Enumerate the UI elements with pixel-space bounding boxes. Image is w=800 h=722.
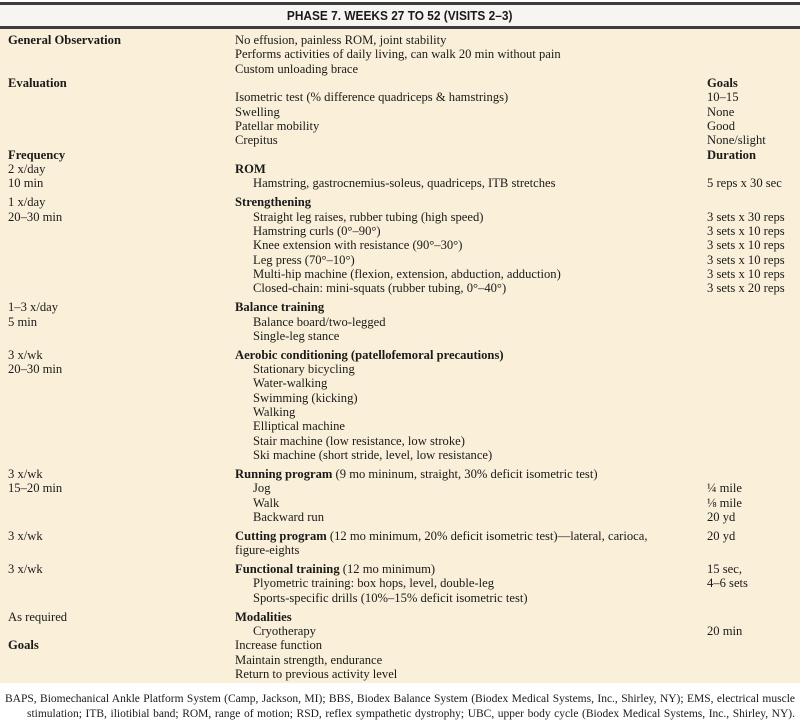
activity-text: Backward run: [253, 510, 324, 524]
activity-text: Elliptical machine: [253, 419, 345, 434]
goal-duration-cell: [707, 467, 792, 481]
activity-cell: [235, 543, 707, 557]
goal-duration-cell: [707, 391, 792, 405]
table-row: [8, 176, 792, 190]
table-row: [8, 376, 792, 390]
activity-cell: [235, 348, 707, 362]
frequency-cell: As required: [8, 609, 68, 624]
activity-text: Performs activities of daily living, can walk 20 min without pain: [235, 47, 561, 62]
activity-text: (9 mo mininum, straight, 30% deficit isometric test): [332, 466, 598, 481]
activity-cell: [235, 281, 707, 295]
frequency-cell: [8, 591, 235, 605]
activity-cell: [235, 162, 707, 176]
frequency-cell: 20–30 min: [8, 209, 63, 224]
frequency-cell: [8, 105, 235, 119]
goal-duration-cell: Duration: [707, 147, 756, 162]
goal-duration-cell: ⅛ mile: [707, 495, 742, 510]
activity-heading: ROM: [235, 162, 266, 177]
activity-cell: [235, 510, 707, 524]
table-row: [8, 448, 792, 462]
table-row: [8, 543, 792, 557]
table-row: [8, 267, 792, 281]
table-row: [8, 210, 792, 224]
goal-duration-cell: None: [707, 104, 735, 119]
table-row: [8, 529, 792, 543]
activity-text: figure-eights: [235, 543, 300, 558]
frequency-cell: [8, 267, 235, 281]
activity-heading: Running program: [235, 466, 333, 481]
frequency-cell: 3 x/wk: [8, 466, 43, 481]
activity-text: Isometric test (% difference quadriceps & hamstrings): [235, 90, 509, 105]
activity-cell: [235, 653, 707, 667]
goal-duration-cell: [707, 195, 792, 209]
activity-cell: [235, 315, 707, 329]
frequency-cell: [8, 576, 235, 590]
activity-cell: [235, 496, 707, 510]
frequency-cell: [8, 376, 235, 390]
frequency-cell: 15–20 min: [8, 481, 63, 496]
activity-cell: [235, 62, 707, 76]
goal-duration-cell: [707, 591, 792, 605]
table-row: [8, 119, 792, 133]
goal-duration-cell: [707, 62, 792, 76]
activity-cell: [235, 362, 707, 376]
table-body: [0, 29, 800, 683]
table-row: [8, 133, 792, 147]
goal-duration-cell: [707, 610, 792, 624]
activity-text: Swelling: [235, 104, 280, 119]
table-row: [8, 47, 792, 61]
activity-cell: [235, 133, 707, 147]
activity-cell: [235, 610, 707, 624]
goal-duration-cell: 3 sets x 10 reps: [707, 267, 785, 281]
table-row: [8, 362, 792, 376]
activity-cell: [235, 529, 707, 543]
activity-cell: [235, 224, 707, 238]
activity-text: Jog: [253, 481, 271, 496]
table-header-band: [0, 5, 800, 26]
activity-text: Water-walking: [253, 376, 328, 391]
goal-duration-cell: ¼ mile: [707, 481, 742, 496]
activity-text: Closed-chain: mini-squats (rubber tubing, 0°–40°): [253, 281, 507, 296]
table-row: [8, 638, 792, 652]
activity-text: Swimming (kicking): [253, 390, 358, 405]
activity-cell: [235, 210, 707, 224]
table-row: [8, 62, 792, 76]
frequency-cell: [8, 119, 235, 133]
activity-cell: [235, 267, 707, 281]
activity-text: Single-leg stance: [253, 328, 340, 343]
table-row: [8, 195, 792, 209]
frequency-cell: 1–3 x/day: [8, 300, 59, 315]
table-row: [8, 667, 792, 681]
activity-text: Walk: [253, 495, 280, 510]
activity-cell: [235, 195, 707, 209]
frequency-cell: [8, 667, 235, 681]
table-row: [8, 281, 792, 295]
frequency-cell: 3 x/wk: [8, 528, 43, 543]
goal-duration-cell: 3 sets x 10 reps: [707, 252, 785, 267]
frequency-cell: [8, 329, 235, 343]
frequency-cell: [8, 62, 235, 76]
table-row: [8, 224, 792, 238]
goal-duration-cell: [707, 315, 792, 329]
goal-duration-cell: [707, 405, 792, 419]
goal-duration-cell: 10–15: [707, 90, 739, 105]
table-row: [8, 419, 792, 433]
frequency-cell: [8, 133, 235, 147]
table-row: [8, 653, 792, 667]
goal-duration-cell: 3 sets x 30 reps: [707, 209, 785, 224]
frequency-cell: 10 min: [8, 176, 44, 191]
table-row: [8, 434, 792, 448]
activity-cell: [235, 238, 707, 252]
table-row: [8, 610, 792, 624]
activity-text: Maintain strength, endurance: [235, 652, 383, 667]
goal-duration-cell: 20 min: [707, 623, 743, 638]
table-row: [8, 496, 792, 510]
activity-text: Knee extension with resistance (90°–30°): [253, 238, 463, 253]
activity-text: Balance board/two-legged: [253, 314, 386, 329]
frequency-cell: [8, 224, 235, 238]
table-row: [8, 481, 792, 495]
table-row: [8, 238, 792, 252]
activity-heading: Aerobic conditioning (patellofemoral precautions): [235, 347, 504, 362]
activity-heading: Modalities: [235, 609, 292, 624]
table-row: [8, 90, 792, 104]
activity-text: Ski machine (short stride, level, low resistance): [253, 448, 493, 463]
activity-text: Hamstring curls (0°–90°): [253, 223, 381, 238]
goal-duration-cell: 3 sets x 10 reps: [707, 223, 785, 238]
activity-cell: [235, 448, 707, 462]
table-row: [8, 405, 792, 419]
goal-duration-cell: [707, 434, 792, 448]
goal-duration-cell: 3 sets x 10 reps: [707, 238, 785, 253]
goal-duration-cell: [707, 376, 792, 390]
frequency-cell: [8, 496, 235, 510]
frequency-cell: [8, 405, 235, 419]
goal-duration-cell: 4–6 sets: [707, 576, 748, 591]
activity-text: (12 mo minimum): [339, 562, 436, 577]
table-row: [8, 300, 792, 314]
activity-text: Custom unloading brace: [235, 61, 359, 76]
activity-text: Patellar mobility: [235, 119, 320, 134]
activity-cell: [235, 300, 707, 314]
activity-cell: [235, 376, 707, 390]
frequency-cell: [8, 47, 235, 61]
frequency-cell: Goals: [8, 638, 39, 653]
activity-cell: [235, 419, 707, 433]
table-row: [8, 562, 792, 576]
activity-text: Multi-hip machine (flexion, extension, abduction, adduction): [253, 267, 561, 281]
activity-cell: [235, 329, 707, 343]
table-row: [8, 148, 792, 162]
goal-duration-cell: 3 sets x 20 reps: [707, 281, 785, 296]
goal-duration-cell: 5 reps x 30 sec: [707, 176, 782, 191]
frequency-cell: [8, 434, 235, 448]
activity-text: Increase function: [235, 638, 323, 653]
table-row: [8, 576, 792, 590]
activity-cell: [235, 47, 707, 61]
frequency-cell: [8, 391, 235, 405]
activity-text: Hamstring, gastrocnemius-soleus, quadriceps, ITB stretches: [253, 176, 556, 191]
footnote: [0, 683, 800, 722]
table-row: [8, 329, 792, 343]
goal-duration-cell: 20 yd: [707, 510, 736, 524]
activity-text: No effusion, painless ROM, joint stability: [235, 33, 447, 47]
frequency-cell: [8, 543, 235, 557]
activity-text: (12 mo minimum, 20% deficit isometric test)—lateral, carioca,: [326, 528, 648, 543]
activity-cell: [235, 148, 707, 162]
frequency-cell: [8, 510, 235, 524]
goal-duration-cell: [707, 419, 792, 433]
footnote-line-2: stimulation; ITB, iliotibial band; ROM, range of motion; RSD, reflex sympathetic dystrophy; UBC, upper body cycle (Biodex Medical Systems, Inc., Shirley, NY).: [27, 707, 795, 720]
activity-cell: [235, 391, 707, 405]
frequency-cell: [8, 238, 235, 252]
table-row: [8, 624, 792, 638]
activity-cell: [235, 176, 707, 190]
goal-duration-cell: [707, 543, 792, 557]
goal-duration-cell: [707, 162, 792, 176]
activity-heading: Functional training: [235, 562, 340, 577]
frequency-cell: 3 x/wk: [8, 562, 43, 577]
activity-cell: [235, 33, 707, 47]
table-row: [8, 33, 792, 47]
table-title: PHASE 7. WEEKS 27 TO 52 (VISITS 2–3): [287, 8, 513, 23]
activity-heading: Balance training: [235, 300, 325, 315]
activity-cell: [235, 434, 707, 448]
activity-text: Leg press (70°–10°): [253, 252, 355, 267]
goal-duration-cell: [707, 362, 792, 376]
table-row: [8, 253, 792, 267]
frequency-cell: [8, 90, 235, 104]
table-row: [8, 591, 792, 605]
table-row: [8, 105, 792, 119]
frequency-cell: General Observation: [8, 33, 121, 47]
footnote-line-1: BAPS, Biomechanical Ankle Platform System (Camp, Jackson, MI); BBS, Biodex Balance System (Biodex Medical Systems, Inc., Shirley, NY); EMS, electrical muscle: [5, 693, 795, 705]
goal-duration-cell: [707, 300, 792, 314]
frequency-cell: 2 x/day: [8, 162, 46, 177]
goal-duration-cell: None/slight: [707, 133, 766, 148]
activity-cell: [235, 253, 707, 267]
goal-duration-cell: [707, 33, 792, 47]
activity-cell: [235, 576, 707, 590]
frequency-cell: 3 x/wk: [8, 347, 43, 362]
activity-cell: [235, 119, 707, 133]
goal-duration-cell: [707, 448, 792, 462]
goal-duration-cell: Good: [707, 119, 735, 134]
activity-cell: [235, 76, 707, 90]
activity-cell: [235, 467, 707, 481]
goal-duration-cell: [707, 667, 792, 681]
activity-heading: Strengthening: [235, 195, 312, 210]
activity-text: Crepitus: [235, 133, 278, 148]
activity-cell: [235, 667, 707, 681]
frequency-cell: [8, 419, 235, 433]
table-row: [8, 76, 792, 90]
activity-cell: [235, 591, 707, 605]
activity-cell: [235, 481, 707, 495]
goal-duration-cell: 20 yd: [707, 528, 736, 543]
activity-cell: [235, 562, 707, 576]
table-row: [8, 162, 792, 176]
table-row: [8, 391, 792, 405]
activity-heading: Cutting program: [235, 528, 327, 543]
activity-text: Cryotherapy: [253, 623, 316, 638]
activity-text: Plyometric training: box hops, level, double-leg: [253, 576, 494, 591]
frequency-cell: [8, 253, 235, 267]
frequency-cell: 1 x/day: [8, 195, 46, 210]
activity-cell: [235, 90, 707, 104]
frequency-cell: [8, 448, 235, 462]
table-row: [8, 348, 792, 362]
frequency-cell: Frequency: [8, 147, 66, 162]
activity-text: Straight leg raises, rubber tubing (high speed): [253, 209, 484, 224]
goal-duration-cell: 15 sec,: [707, 562, 742, 577]
frequency-cell: 5 min: [8, 314, 38, 329]
frequency-cell: 20–30 min: [8, 362, 63, 377]
activity-text: Sports-specific drills (10%–15% deficit isometric test): [253, 590, 528, 605]
frequency-cell: Evaluation: [8, 76, 67, 91]
goal-duration-cell: [707, 348, 792, 362]
table-row: [8, 467, 792, 481]
activity-cell: [235, 105, 707, 119]
frequency-cell: [8, 624, 235, 638]
activity-cell: [235, 405, 707, 419]
table-row: [8, 510, 792, 524]
activity-text: Stair machine (low resistance, low stroke): [253, 433, 465, 448]
goal-duration-cell: [707, 638, 792, 652]
activity-cell: [235, 624, 707, 638]
activity-cell: [235, 638, 707, 652]
goal-duration-cell: [707, 653, 792, 667]
frequency-cell: [8, 653, 235, 667]
table-row: [8, 315, 792, 329]
activity-text: Stationary bicycling: [253, 362, 355, 377]
goal-duration-cell: [707, 47, 792, 61]
activity-text: Return to previous activity level: [235, 666, 398, 681]
frequency-cell: [8, 281, 235, 295]
activity-text: Walking: [253, 405, 296, 420]
goal-duration-cell: Goals: [707, 76, 738, 91]
goal-duration-cell: [707, 329, 792, 343]
